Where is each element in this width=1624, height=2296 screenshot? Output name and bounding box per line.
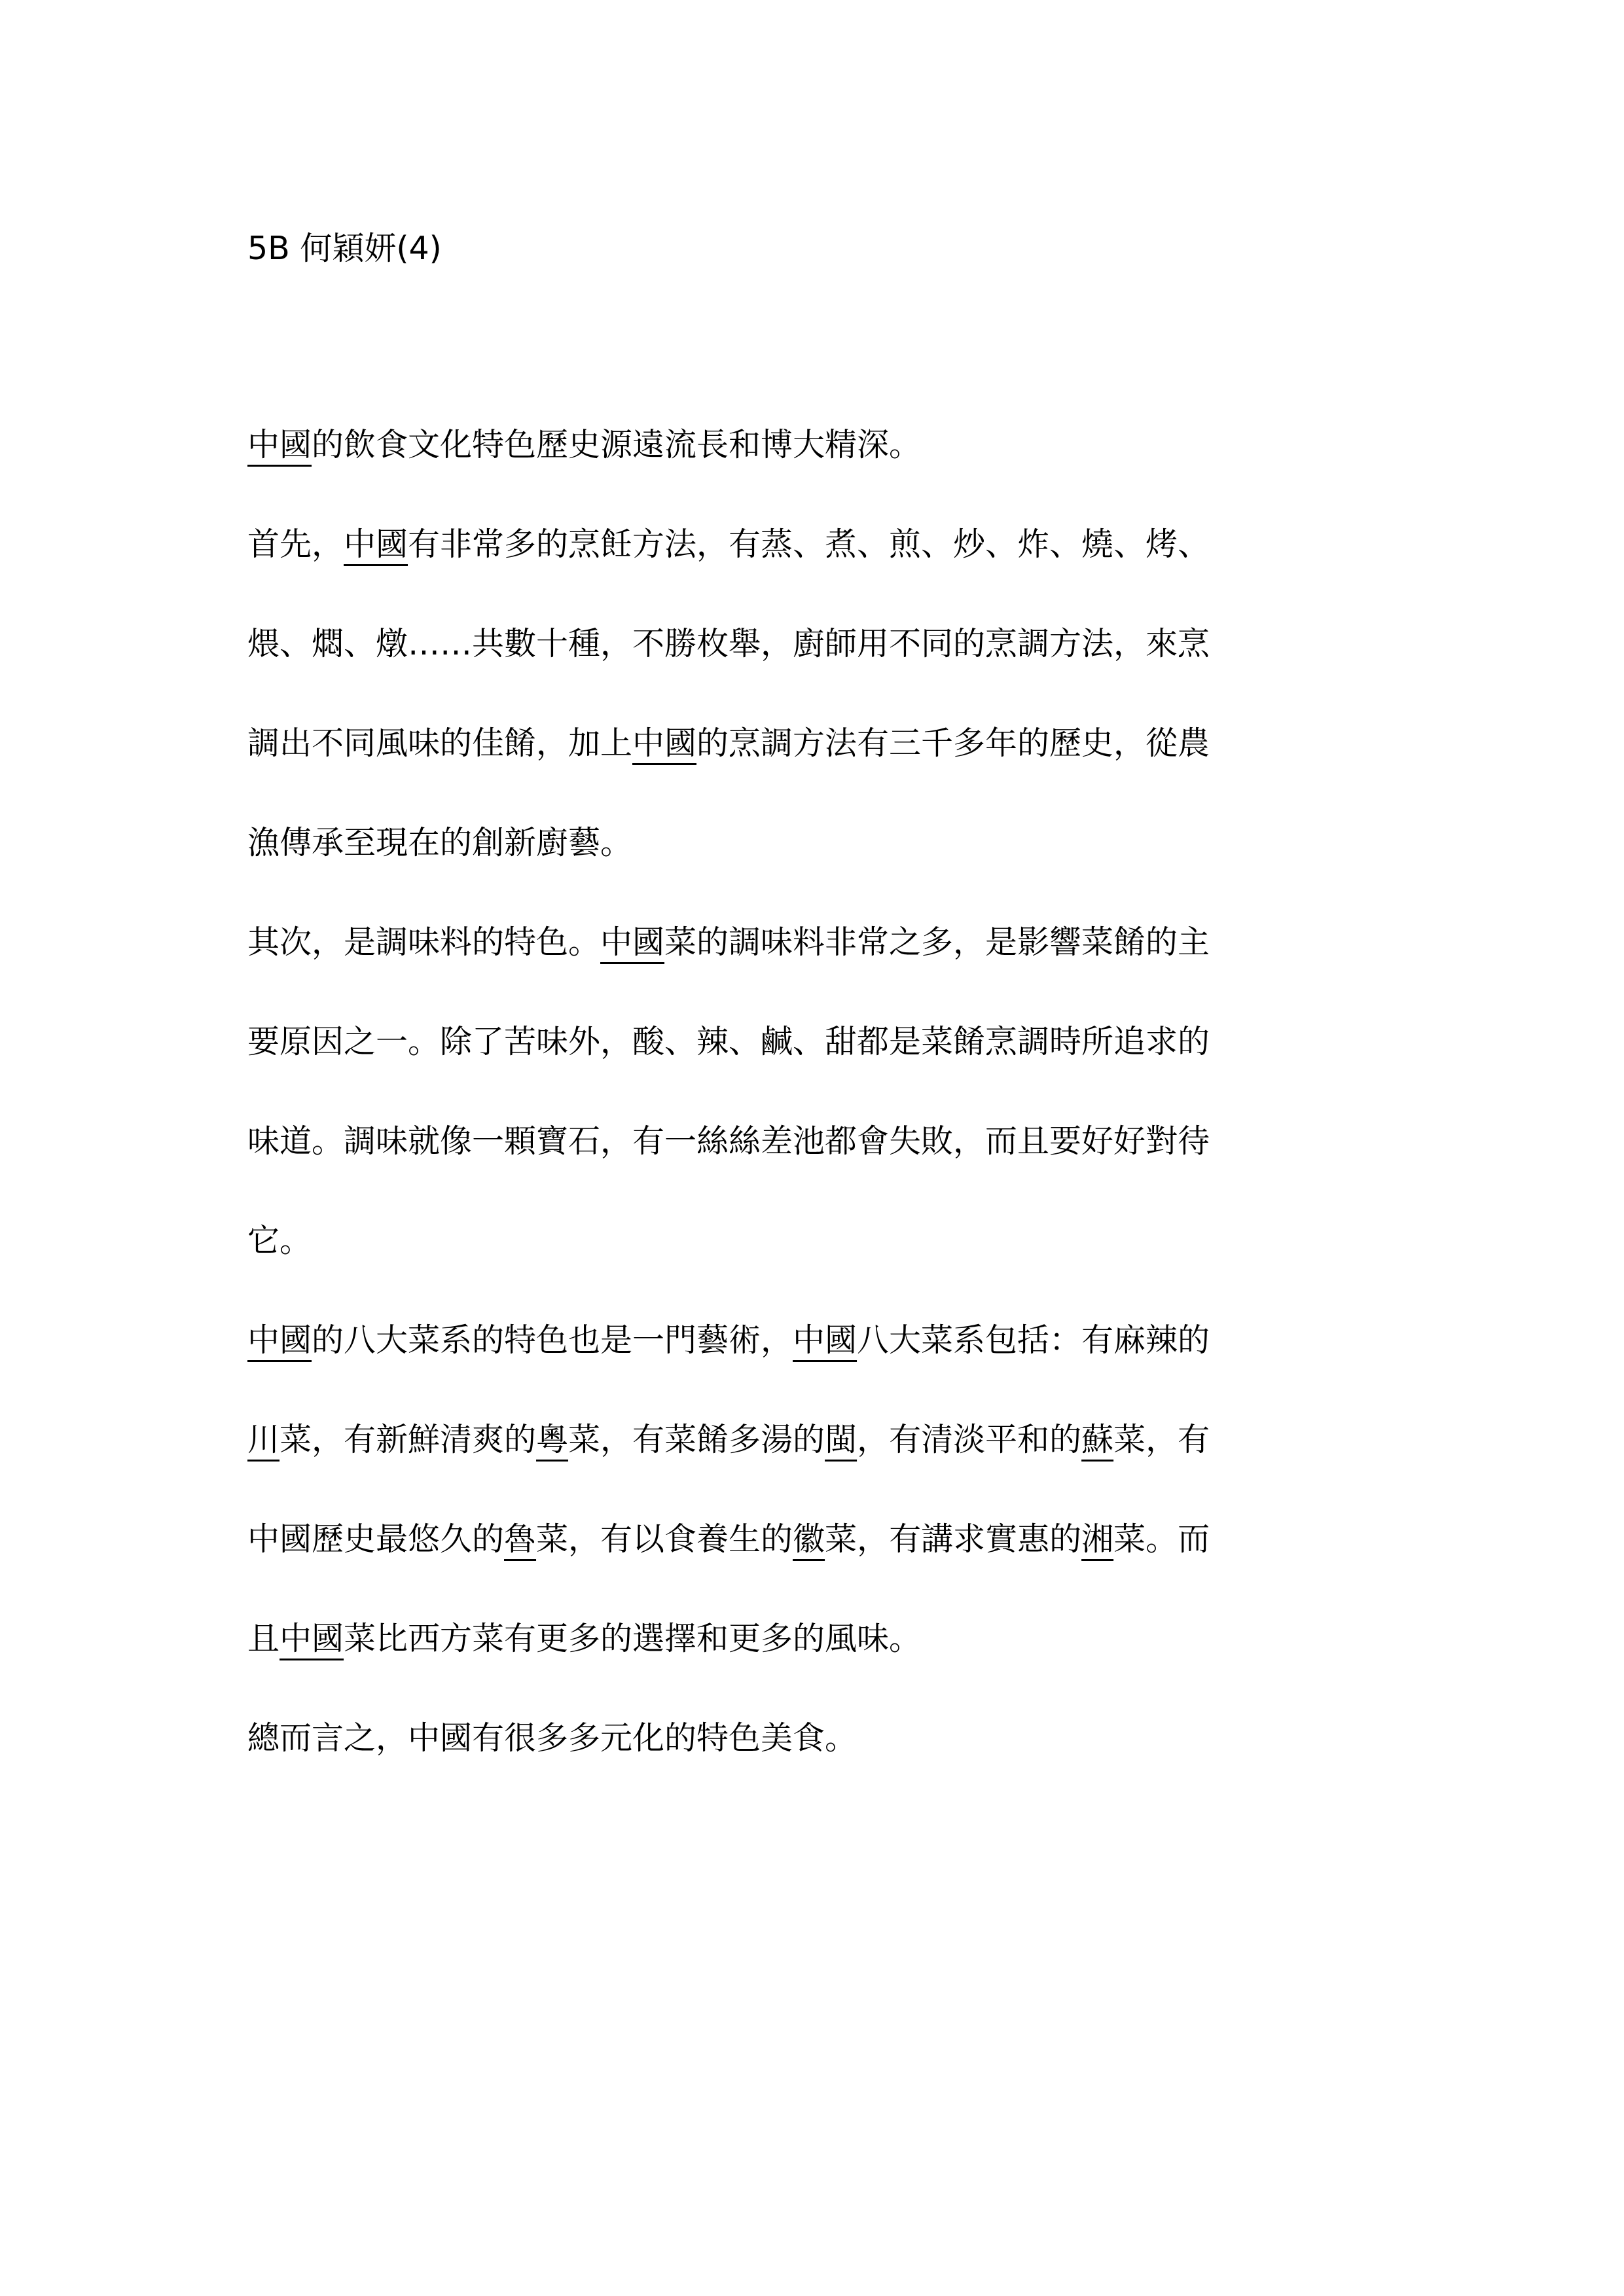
text-run: 其次，是調味料的特色。	[247, 924, 601, 961]
essay-line	[247, 910, 1399, 1009]
text-run: 味道。調味就像一顆寶石，有一絲絲差池都會失敗，而且要好好對待	[247, 1122, 1210, 1160]
underlined-proper-noun: 中國	[247, 1321, 312, 1359]
text-run: 要原因之一。除了苦味外，酸、辣、鹹、甜都是菜餚烹調時所追求的	[247, 1023, 1210, 1060]
text-run: 菜的調味料非常之多，是影響菜餚的主	[664, 924, 1210, 961]
text-run: 菜比西方菜有更多的選擇和更多的風味。	[344, 1620, 922, 1657]
text-run: 調出不同風味的佳餚，加上	[247, 725, 633, 762]
underlined-proper-noun: 中國	[793, 1321, 857, 1359]
text-run: 有非常多的烹飪方法，有蒸、煮、煎、炒、炸、燒、烤、	[408, 526, 1210, 563]
text-run: 菜，有菜餚多湯的	[568, 1421, 825, 1458]
text-run: 且	[247, 1620, 280, 1657]
text-run: 它。	[247, 1222, 312, 1259]
essay-line	[247, 1308, 1399, 1407]
text-run: 菜，有	[1113, 1421, 1210, 1458]
student-heading: 5B 何穎妍(4)	[247, 230, 442, 267]
underlined-proper-noun: 湘	[1081, 1520, 1114, 1558]
essay-line	[247, 1407, 1399, 1507]
text-run: ，有清淡平和的	[857, 1421, 1082, 1458]
underlined-proper-noun: 魯	[504, 1520, 537, 1558]
essay-line	[247, 1208, 1399, 1308]
underlined-proper-noun: 閩	[825, 1421, 857, 1458]
underlined-proper-noun: 徽	[793, 1520, 825, 1558]
text-run: 八大菜系包括：有麻辣的	[857, 1321, 1210, 1359]
text-run: 菜，有講求實惠的	[825, 1520, 1082, 1558]
underlined-proper-noun: 中國	[247, 426, 312, 463]
underlined-proper-noun: 川	[247, 1421, 280, 1458]
essay-line	[247, 810, 1399, 910]
underlined-proper-noun: 中國	[344, 526, 408, 563]
text-run: 的烹調方法有三千多年的歷史，從農	[696, 725, 1210, 762]
text-run: 總而言之，中國有很多多元化的特色美食。	[247, 1719, 857, 1757]
text-run: 的八大菜系的特色也是一門藝術，	[312, 1321, 793, 1359]
text-run: 煨、燜、燉……共數十種，不勝枚舉，廚師用不同的烹調方法，來烹	[247, 625, 1210, 662]
essay-line	[247, 1706, 1399, 1805]
underlined-proper-noun: 中國	[600, 924, 665, 961]
essay-line	[247, 1109, 1399, 1208]
text-run: 的飲食文化特色歷史源遠流長和博大精深。	[312, 426, 922, 463]
text-run: 菜，有新鮮清爽的	[280, 1421, 537, 1458]
text-run: 中國歷史最悠久的	[247, 1520, 505, 1558]
text-run: 漁傳承至現在的創新廚藝。	[247, 824, 633, 861]
essay-line	[247, 1009, 1399, 1109]
text-run: 首先，	[247, 526, 344, 563]
underlined-proper-noun: 蘇	[1081, 1421, 1114, 1458]
text-run: 菜。而	[1113, 1520, 1210, 1558]
underlined-proper-noun: 中國	[280, 1620, 344, 1657]
essay-line	[247, 512, 1399, 611]
essay-line	[247, 1507, 1399, 1606]
essay-line	[247, 711, 1399, 810]
essay-line	[247, 1606, 1399, 1706]
underlined-proper-noun: 中國	[632, 725, 697, 762]
essay-line	[247, 611, 1399, 711]
text-run: 菜，有以食養生的	[536, 1520, 793, 1558]
essay-line	[247, 412, 1399, 512]
underlined-proper-noun: 粵	[536, 1421, 569, 1458]
essay-body	[247, 412, 1399, 1805]
